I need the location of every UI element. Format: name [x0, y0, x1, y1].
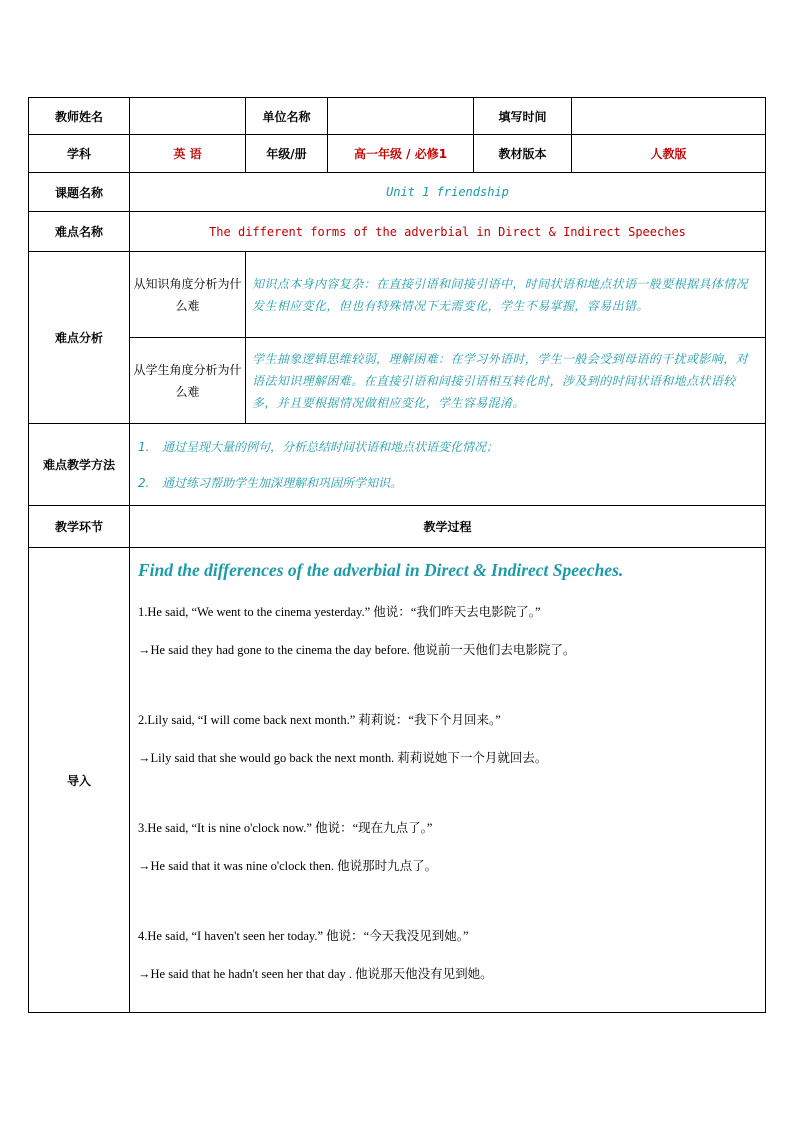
subject-label: 学科 [29, 135, 130, 173]
difficulty-row [29, 212, 766, 252]
difficulty-label: 难点名称 [29, 212, 130, 252]
header-row-2 [29, 135, 766, 173]
indirect-speech: →Lily said that she would go back the next month. 莉莉说她下一个月就回去。 [138, 751, 548, 765]
method-item: 1. 通过呈现大量的例句，分析总结时间状语和地点状语变化情况； [138, 439, 499, 454]
teacher-name-label: 教师姓名 [29, 98, 130, 135]
topic-row [29, 173, 766, 212]
example-block [138, 927, 765, 983]
analysis-row-student [29, 338, 766, 424]
example-block [138, 711, 765, 767]
header-row-1 [29, 98, 766, 135]
grade-value: 高一年级 / 必修1 [328, 135, 474, 173]
process-header-label: 教学过程 [130, 506, 766, 548]
intro-content [130, 548, 766, 1013]
analysis-label: 难点分析 [29, 252, 130, 424]
subject-value: 英 语 [130, 135, 246, 173]
intro-label: 导入 [29, 548, 130, 1013]
topic-label: 课题名称 [29, 173, 130, 212]
indirect-speech: →He said they had gone to the cinema the day before. 他说前一天他们去电影院了。 [138, 643, 576, 657]
grade-label: 年级/册 [246, 135, 328, 173]
indirect-speech: →He said that he hadn't seen her that day . 他说那天他没有见到她。 [138, 967, 493, 981]
topic-value: Unit 1 friendship [130, 173, 766, 212]
fill-date-label: 填写时间 [474, 98, 572, 135]
method-list [130, 429, 765, 501]
teacher-name-value [130, 98, 246, 135]
knowledge-angle-label: 从知识角度分析为什么难 [130, 252, 246, 338]
student-angle-label: 从学生角度分析为什么难 [130, 338, 246, 424]
knowledge-angle-text: 知识点本身内容复杂：在直接引语和间接引语中，时间状语和地点状语一般要根据具体情况发生相应变化，但也有特殊情况下无需变化，学生不易掌握，容易出错。 [246, 252, 766, 338]
indirect-speech: →He said that it was nine o'clock then. 他说那时九点了。 [138, 859, 438, 873]
analysis-row-knowledge [29, 252, 766, 338]
example-block [138, 819, 765, 875]
edition-value: 人教版 [572, 135, 766, 173]
method-row [29, 424, 766, 506]
process-header-row [29, 506, 766, 548]
intro-heading: Find the differences of the adverbial in Direct & Indirect Speeches. [138, 560, 624, 580]
lesson-plan-table [28, 97, 766, 1013]
method-item: 2. 通过练习帮助学生加深理解和巩固所学知识。 [138, 475, 403, 490]
edition-label: 教材版本 [474, 135, 572, 173]
method-content [130, 424, 766, 506]
method-label: 难点教学方法 [29, 424, 130, 506]
intro-row [29, 548, 766, 1013]
student-angle-text: 学生抽象逻辑思维较弱，理解困难：在学习外语时，学生一般会受到母语的干扰或影响，对语法知识理解困难。在直接引语和间接引语相互转化时，涉及到的时间状语和地点状语较多，并且要根据情况做相应变化，学生容易混淆。 [246, 338, 766, 424]
direct-speech: 2.Lily said, “I will come back next month.” 莉莉说：“我下个月回来。” [138, 713, 501, 727]
stage-header-label: 教学环节 [29, 506, 130, 548]
example-block [138, 603, 765, 659]
direct-speech: 3.He said, “It is nine o'clock now.” 他说：“现在九点了。” [138, 821, 433, 835]
direct-speech: 1.He said, “We went to the cinema yesterday.” 他说：“我们昨天去电影院了。” [138, 605, 541, 619]
unit-name-value [328, 98, 474, 135]
difficulty-value: The different forms of the adverbial in Direct & Indirect Speeches [130, 212, 766, 252]
fill-date-value [572, 98, 766, 135]
unit-name-label: 单位名称 [246, 98, 328, 135]
direct-speech: 4.He said, “I haven't seen her today.” 他说：“今天我没见到她。” [138, 929, 469, 943]
